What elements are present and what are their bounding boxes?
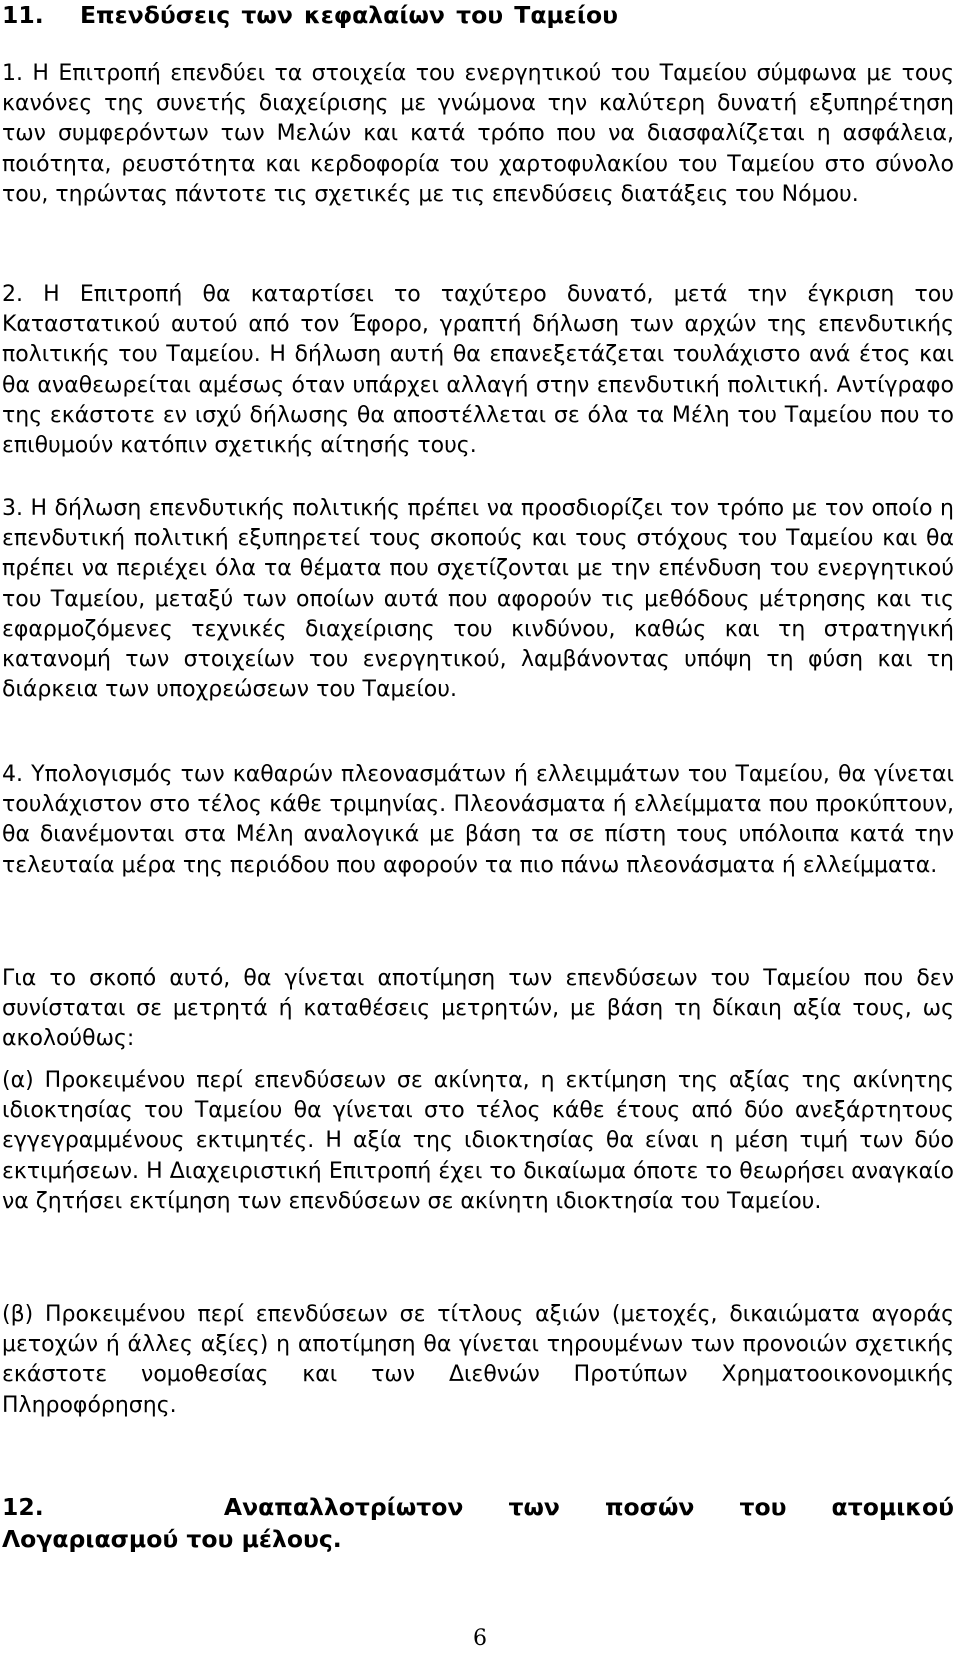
section-title-part1: Αναπαλλοτρίωτον των ποσών του ατομικού — [223, 1493, 954, 1521]
section-heading-11 — [2, 0, 954, 30]
section-title: Επενδύσεις των κεφαλαίων του Ταμείου — [80, 1, 619, 29]
section-number: 12. — [2, 1493, 44, 1521]
paragraph-securities: (β) Προκειμένου περί επενδύσεων σε τίτλους αξιών (μετοχές, δικαιώματα αγοράς μετοχών ή άλλες αξίες) η αποτίμηση θα γίνεται τηρουμένων των προνοιών σχετικής εκάστοτε νομοθεσίας και των Διεθνών Προτύπων Χρηματοοικονομικής Πληροφόρησης. — [2, 1302, 954, 1418]
paragraph-3: 3. Η δήλωση επενδυτικής πολιτικής πρέπει να προσδιορίζει τον τρόπο με τον οποίο η επενδυτική πολιτική εξυπηρετεί τους σκοπούς και τους στόχους του Ταμείου και θα πρέπει να περιέχει όλα τα θέματα που σχετίζονται με την επένδυση του ενεργητικού του Ταμείου, μεταξύ των οποίων αυτά που αφορούν τις μεθόδους μέτρησης και τις εφαρμοζόμενες τεχνικές διαχείρισης του κινδύνου, καθώς και τη στρατηγική κατανομή των στοιχείων του ενεργητικού, λαμβάνοντας υπόψη τη φύση και τη διάρκεια των υποχρεώσεων του Ταμείου. — [2, 496, 954, 703]
paragraph-2: 2. Η Επιτροπή θα καταρτίσει το ταχύτερο δυνατό, μετά την έγκριση του Καταστατικού αυτού από τον Έφορο, γραπτή δήλωση των αρχών της επενδυτικής πολιτικής του Ταμείου. Η δήλωση αυτή θα επανεξετάζεται τουλάχιστο ανά έτος και θα αναθεωρείται αμέσως όταν υπάρχει αλλαγή στην επενδυτική πολιτική. Αντίγραφο της εκάστοτε εν ισχύ δήλωσης θα αποστέλλεται σε όλα τα Μέλη του Ταμείου που το επιθυμούν κατόπιν σχετικής αίτησής τους. — [2, 282, 954, 459]
paragraph-4: 4. Υπολογισμός των καθαρών πλεονασμάτων ή ελλειμμάτων του Ταμείου, θα γίνεται τουλάχιστον στο τέλος κάθε τριμηνίας. Πλεονάσματα ή ελλείμματα που προκύπτουν, θα διανέμονται στα Μέλη αναλογικά με βάση τα σε πίστη τους υπόλοιπα κατά την τελευταία μέρα της περιόδου που αφορούν τα πιο πάνω πλεονάσματα ή ελλείμματα. — [2, 762, 954, 878]
paragraph-valuation-intro: Για το σκοπό αυτό, θα γίνεται αποτίμηση των επενδύσεων του Ταμείου που δεν συνίσταται σε μετρητά ή καταθέσεις μετρητών, με βάση τη δίκαιη αξία τους, ως ακολούθως: — [2, 966, 954, 1052]
page-number: 6 — [473, 1626, 487, 1651]
paragraph-1: 1. Η Επιτροπή επενδύει τα στοιχεία του ενεργητικού του Ταμείου σύμφωνα με τους κανόνες της συνετής διαχείρισης με γνώμονα την καλύτερη δυνατή εξυπηρέτηση των συμφερόντων των Μελών και κατά τρόπο που να διασφαλίζεται η ασφάλεια, ποιότητα, ρευστότητα και κερδοφορία του χαρτοφυλακίου του Ταμείου στο σύνολο του, τηρώντας πάντοτε τις σχετικές με τις επενδύσεις διατάξεις του Νόμου. — [2, 61, 954, 207]
section-title-part2: Λογαριασμού του μέλους. — [2, 1525, 342, 1553]
paragraph-real-estate: (α) Προκειμένου περί επενδύσεων σε ακίνητα, η εκτίμηση της αξίας της ακίνητης ιδιοκτησίας του Ταμείου θα γίνεται στο τέλος κάθε έτους από δύο ανεξάρτητους εγγεγραμμένους εκτιμητές. Η αξία της ιδιοκτησίας θα είναι η μέση τιμή των δύο εκτιμήσεων. Η Διαχειριστική Επιτροπή έχει το δικαίωμα όποτε το θεωρήσει αναγκαίο να ζητήσει εκτίμηση των επενδύσεων σε ακίνητη ιδιοκτησία του Ταμείου. — [2, 1068, 954, 1214]
section-heading-12 — [2, 1491, 954, 1555]
section-number: 11. — [2, 1, 44, 29]
section-heading-12-line1 — [2, 1491, 954, 1523]
